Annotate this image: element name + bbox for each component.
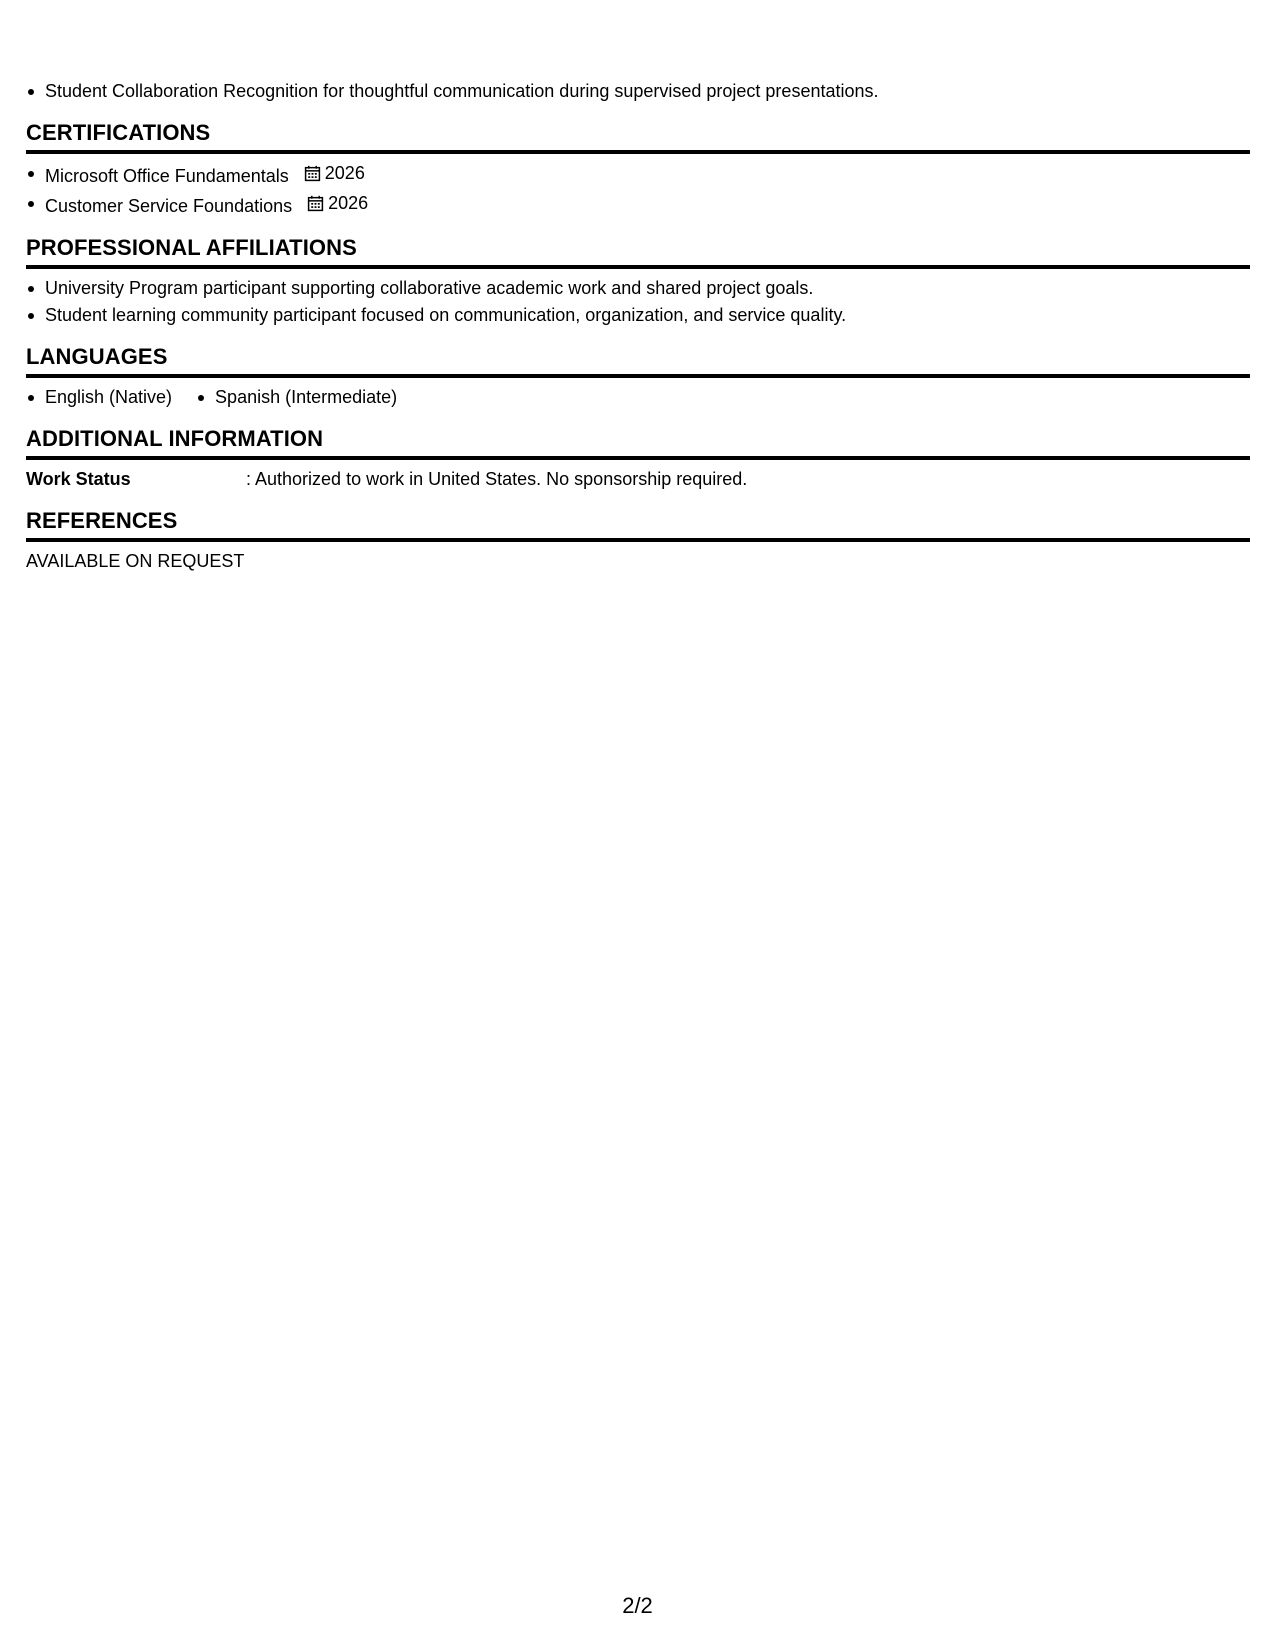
languages-heading: LANGUAGES [26, 343, 1250, 378]
language-item: English (Native) [26, 384, 172, 411]
award-item: Student Collaboration Recognition for thoughtful communication during supervised project presentations. [26, 78, 1250, 105]
calendar-icon [304, 165, 321, 182]
certification-date [304, 160, 365, 187]
certifications-heading: CERTIFICATIONS [26, 119, 1250, 154]
languages-list [26, 384, 1250, 411]
additional-information-section [26, 425, 1250, 493]
work-status-value: : Authorized to work in United States. No sponsorship required. [246, 469, 748, 489]
work-status-row [26, 466, 1250, 493]
certification-name: Microsoft Office Fundamentals [45, 166, 289, 186]
certification-item [26, 160, 1250, 190]
affiliation-item: University Program participant supporting collaborative academic work and shared project goals. [26, 275, 1250, 302]
languages-section [26, 343, 1250, 411]
certification-year: 2026 [324, 163, 365, 183]
language-item: Spanish (Intermediate) [196, 384, 397, 411]
references-section [26, 507, 1250, 575]
additional-information-heading: ADDITIONAL INFORMATION [26, 425, 1250, 460]
work-status-label: Work Status [26, 469, 131, 489]
certification-date [307, 190, 368, 217]
certifications-section [26, 119, 1250, 220]
calendar-icon [307, 195, 324, 212]
affiliations-list [26, 275, 1250, 329]
awards-list [26, 78, 1250, 105]
affiliation-item: Student learning community participant focused on communication, organization, and service quality. [26, 302, 1250, 329]
affiliations-heading: PROFESSIONAL AFFILIATIONS [26, 234, 1250, 269]
certification-item [26, 190, 1250, 220]
references-text: AVAILABLE ON REQUEST [26, 551, 245, 571]
certification-year: 2026 [328, 193, 369, 213]
page-number: 2/2 [622, 1593, 653, 1618]
certifications-list [26, 160, 1250, 220]
certification-name: Customer Service Foundations [45, 196, 293, 216]
references-heading: REFERENCES [26, 507, 1250, 542]
affiliations-section [26, 234, 1250, 329]
resume-page [26, 78, 1250, 575]
